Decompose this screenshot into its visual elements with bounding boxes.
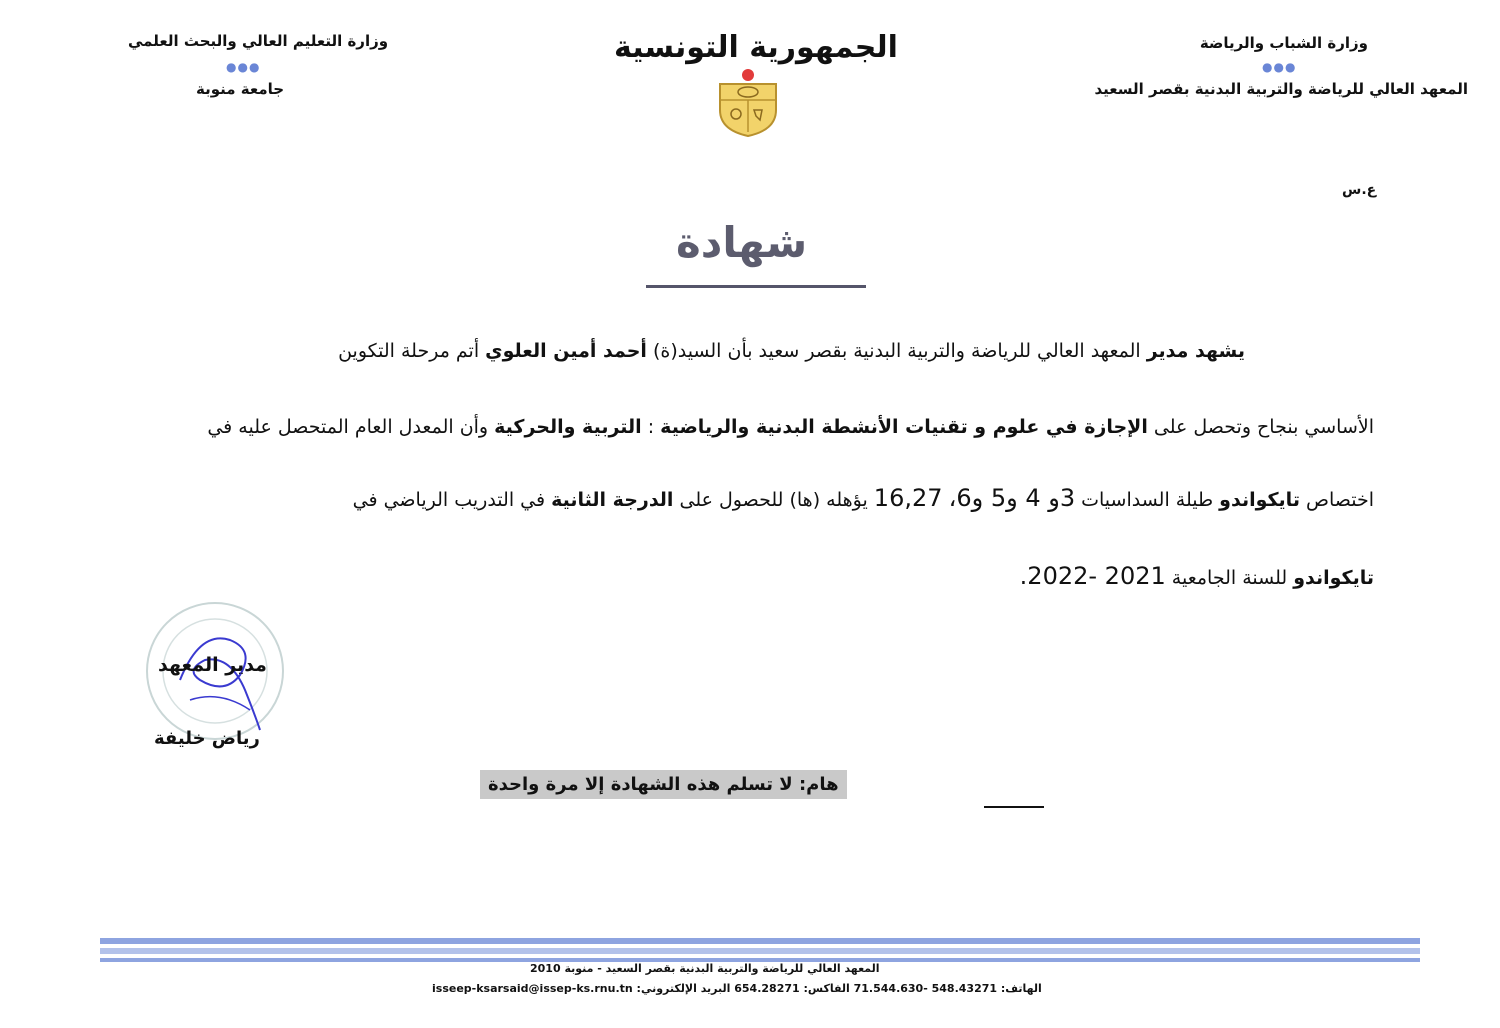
line3-semesters-label: طيلة السداسيات <box>1075 489 1220 511</box>
coaching-level: الدرجة الثانية <box>551 489 674 511</box>
director-label: يشهد مدير <box>1146 340 1245 362</box>
sport-name-2: تايكواندو <box>1293 567 1374 589</box>
student-name: أحمد أمين العلوي <box>485 340 647 362</box>
sport-name: تايكواندو <box>1219 489 1300 511</box>
ministry-youth-sports: وزارة الشباب والرياضة <box>1199 34 1368 52</box>
note-underline <box>984 806 1044 808</box>
signature-icon <box>160 620 280 740</box>
specialization: التربية والحركية <box>494 416 642 438</box>
line1-text: المعهد العالي للرياضة والتربية البدنية بقصر سعيد بأن السيد(ة) <box>646 340 1147 362</box>
line2-end: وأن المعدل العام المتحصل عليه في <box>207 416 495 438</box>
footer-bar-mid <box>100 948 1420 954</box>
director-name: رياض خليفة <box>154 728 260 749</box>
important-note: هام: لا تسلم هذه الشهادة إلا مرة واحدة <box>480 770 847 799</box>
line1-end: أتم مرحلة التكوين <box>338 340 486 362</box>
line2-sep: : <box>641 416 661 438</box>
header-dots-left: ●●● <box>226 60 261 74</box>
line2-text: الأساسي بنجاح وتحصل على <box>1147 416 1374 438</box>
ministry-higher-education: وزارة التعليم العالي والبحث العلمي <box>128 32 389 50</box>
certificate-title: شهادة <box>676 218 808 267</box>
certificate-line-3 <box>353 484 1374 512</box>
certificate-line-4 <box>1020 562 1374 590</box>
general-average: 16,27 <box>873 484 943 512</box>
reference-mark: ع.س <box>1342 182 1377 198</box>
line3-end: في التدريب الرياضي في <box>352 489 552 511</box>
institute-name: المعهد العالي للرياضة والتربية البدنية بقصر السعيد <box>1094 80 1468 98</box>
academic-year: 2021 -2022. <box>1019 562 1166 590</box>
certificate-line-2 <box>207 416 1374 438</box>
republic-title: الجمهورية التونسية <box>614 30 898 65</box>
line4-text: للسنة الجامعية <box>1165 567 1294 589</box>
line3-text: اختصاص <box>1299 489 1374 511</box>
title-underline <box>646 285 866 288</box>
line3-qualifies: يؤهله (ها) للحصول على <box>673 489 874 511</box>
footer-address: المعهد العالي للرياضة والتربية البدنية بقصر السعيد - منوبة 2010 <box>530 962 880 975</box>
footer-contact: الهاتف: 548.43271 -71.544.630 الفاكس: 654.28271 البريد الإلكتروني: isseep-ksarsaid@issep-ks.rnu.tn <box>432 982 1042 995</box>
director-title: مدير المعهد <box>158 654 267 676</box>
header-dots-right: ●●● <box>1262 60 1297 74</box>
tunisia-emblem-icon <box>714 66 782 138</box>
footer-bar-top <box>100 938 1420 944</box>
semesters: 3و 4 و5 و6، <box>948 484 1076 512</box>
certificate-line-1 <box>338 340 1245 362</box>
degree-name: الإجازة في علوم و تقنيات الأنشطة البدنية والرياضية <box>660 416 1148 438</box>
university-name: جامعة منوبة <box>196 80 285 98</box>
